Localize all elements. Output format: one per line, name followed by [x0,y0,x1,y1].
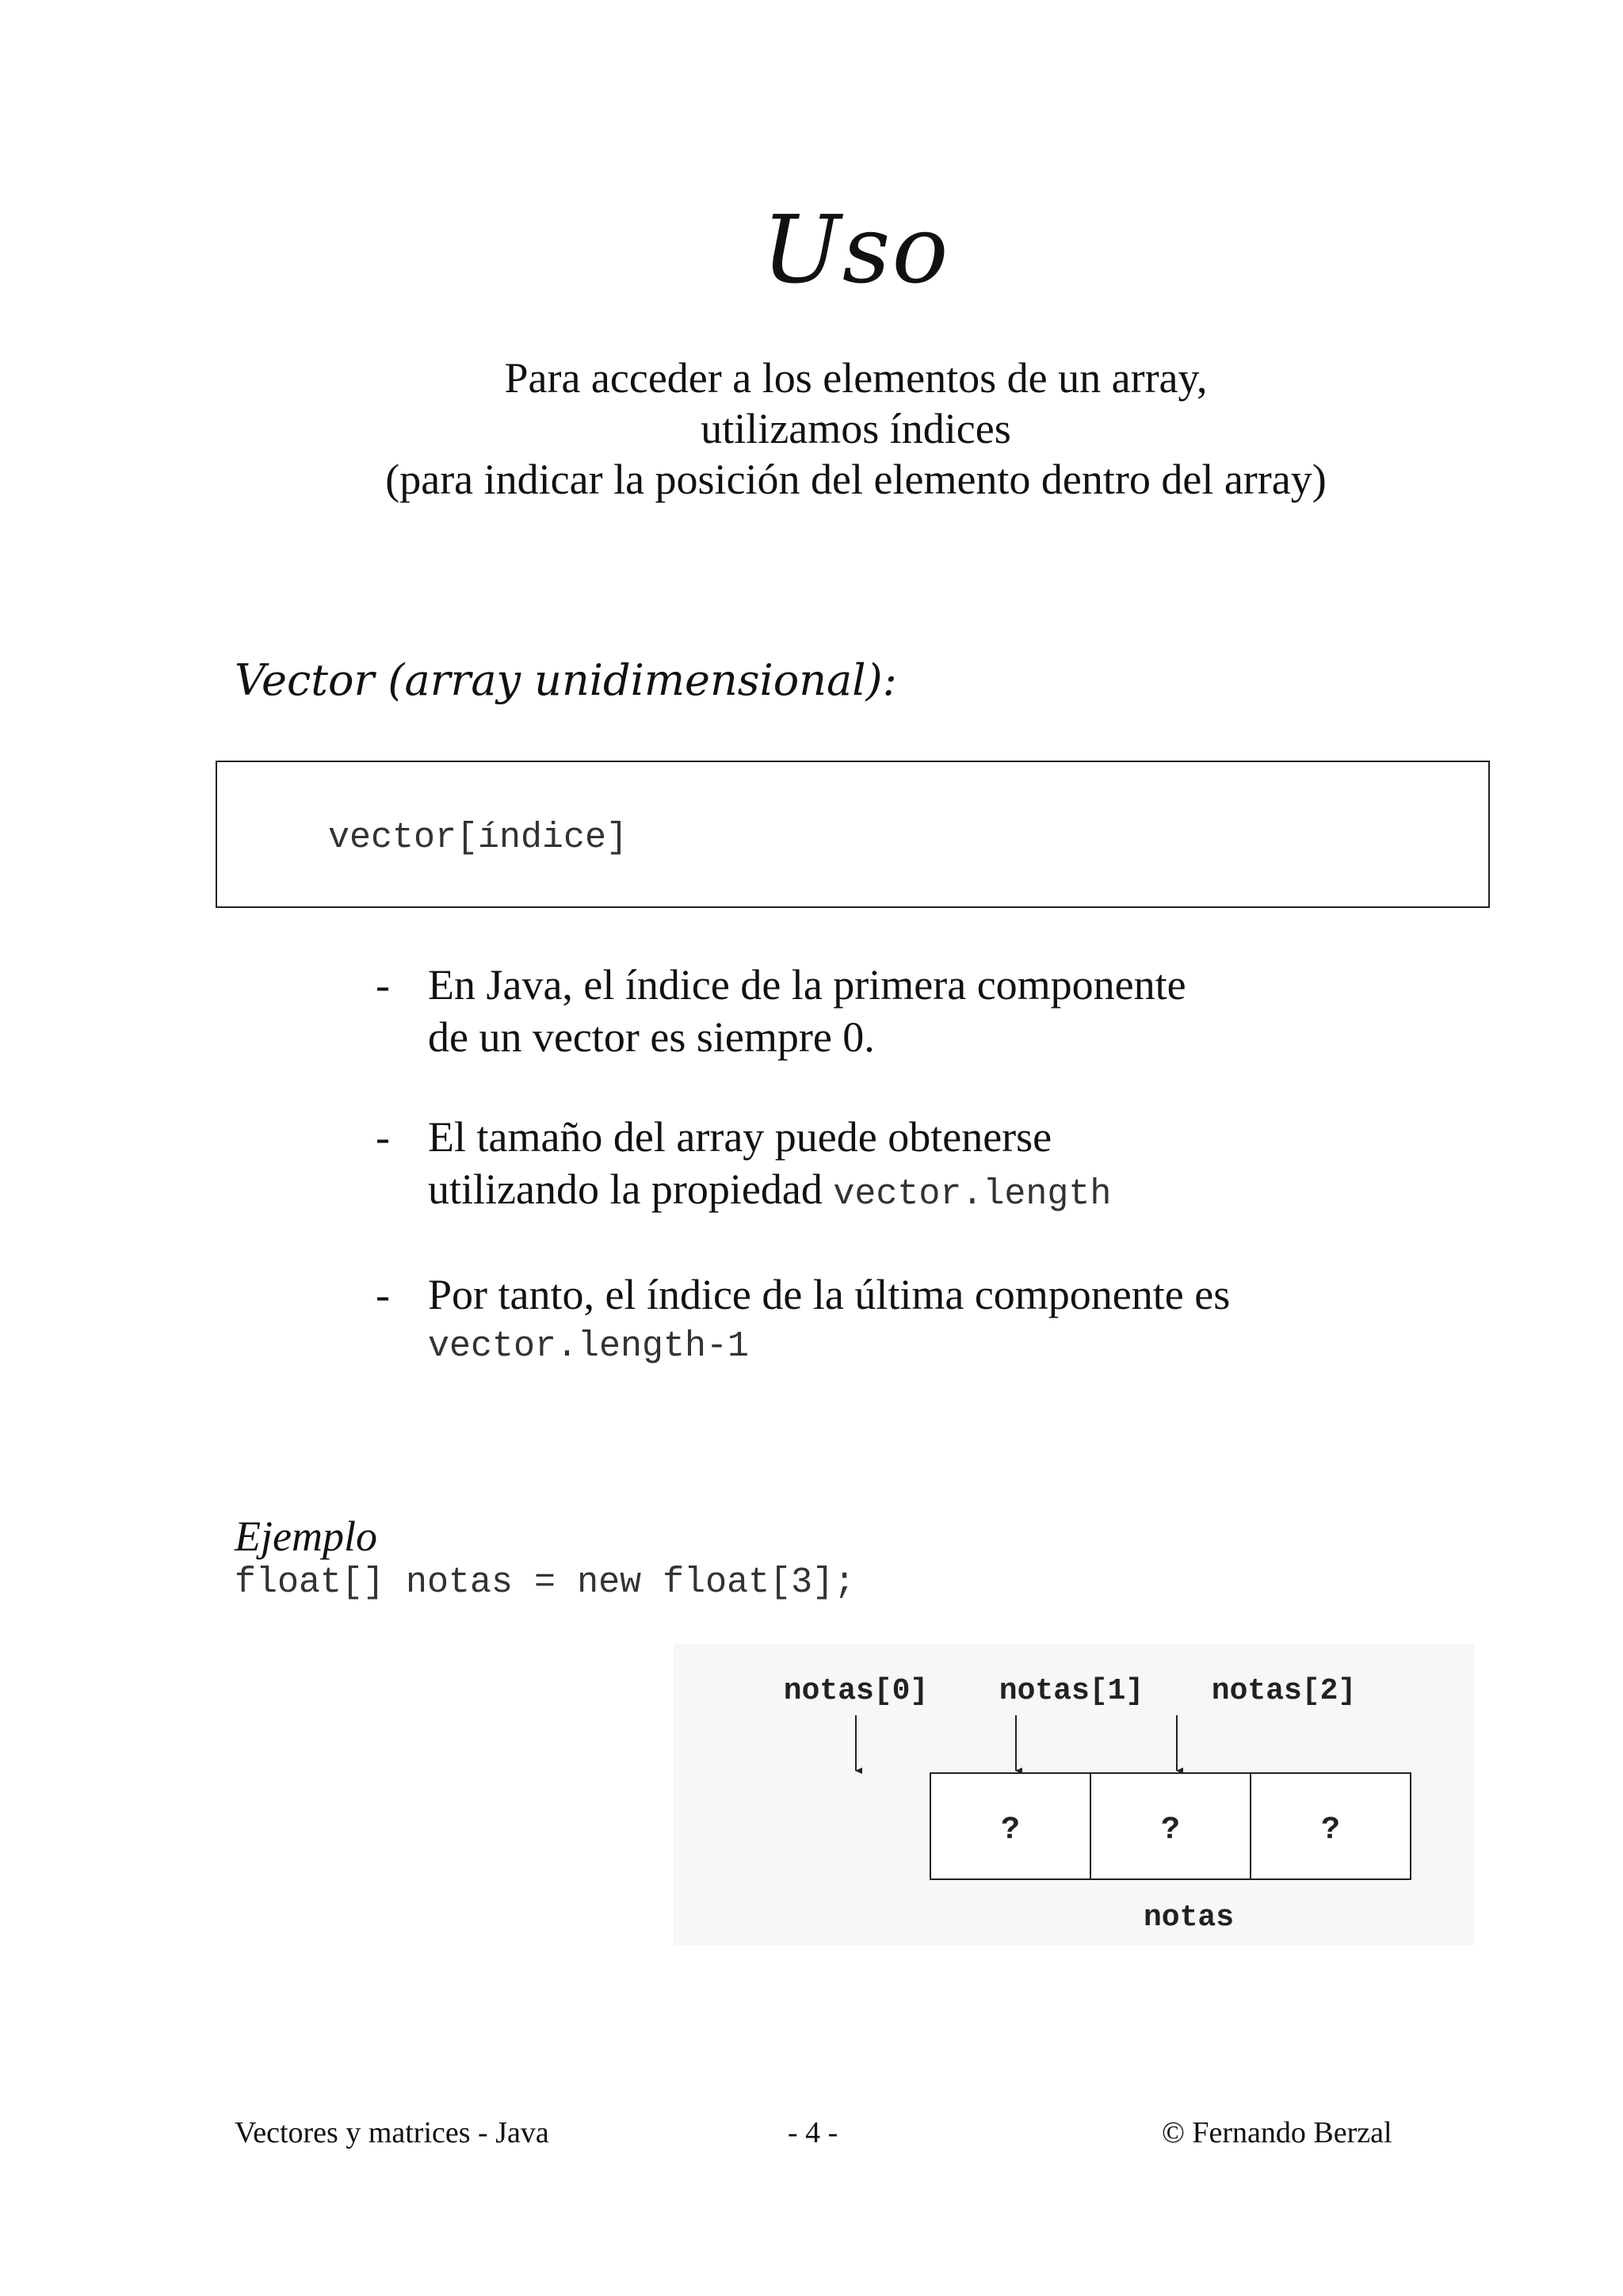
bullet-dash: - [376,961,390,1009]
footer-author: © Fernando Berzal [1162,2116,1392,2149]
array-diagram [674,1644,1474,1945]
inline-code: vector.length [833,1174,1112,1215]
page-title: Uso [762,195,950,304]
inline-code: vector.length-1 [428,1326,750,1367]
bullet-item [372,959,1230,1063]
bullet-dash: - [376,1271,390,1318]
bullet-line: de un vector es siempre 0. [428,1013,875,1061]
index-label: notas[2] [1211,1674,1357,1708]
array-name-label: notas [1143,1901,1235,1935]
index-label: notas[1] [999,1674,1144,1708]
index-label: notas[0] [783,1674,929,1708]
example-code: float[] notas = new float[3]; [235,1562,856,1603]
page-number: - 4 - [788,2116,838,2149]
example-heading: Ejemplo [235,1512,377,1560]
bullet-item [372,1268,1230,1373]
intro-line: Para acceder a los elementos de un array, [504,354,1208,402]
bullet-item [372,1111,1230,1221]
array-diagram-svg [674,1644,1474,1945]
vector-section-heading: Vector (array unidimensional): [235,655,897,705]
bullet-line: Por tanto, el índice de la última componente es [428,1271,1231,1318]
intro-line: utilizamos índices [701,405,1011,452]
bullet-text: utilizando la propiedad [428,1165,834,1213]
bullet-dash: - [376,1113,390,1161]
bullet-line: En Java, el índice de la primera componente [428,961,1186,1009]
bullet-line [428,1163,1230,1221]
syntax-box [216,761,1490,908]
intro-paragraph [0,353,1623,505]
intro-line: (para indicar la posición del elemento dentro del array) [385,456,1327,503]
cell-value: ? [1000,1813,1021,1848]
footer-title: Vectores y matrices - Java [235,2116,549,2149]
syntax-code: vector[índice] [328,818,628,858]
bullet-line: El tamaño del array puede obtenerse [428,1113,1052,1161]
bullet-list [372,959,1230,1373]
cell-value: ? [1320,1813,1341,1848]
cell-value: ? [1160,1813,1181,1848]
